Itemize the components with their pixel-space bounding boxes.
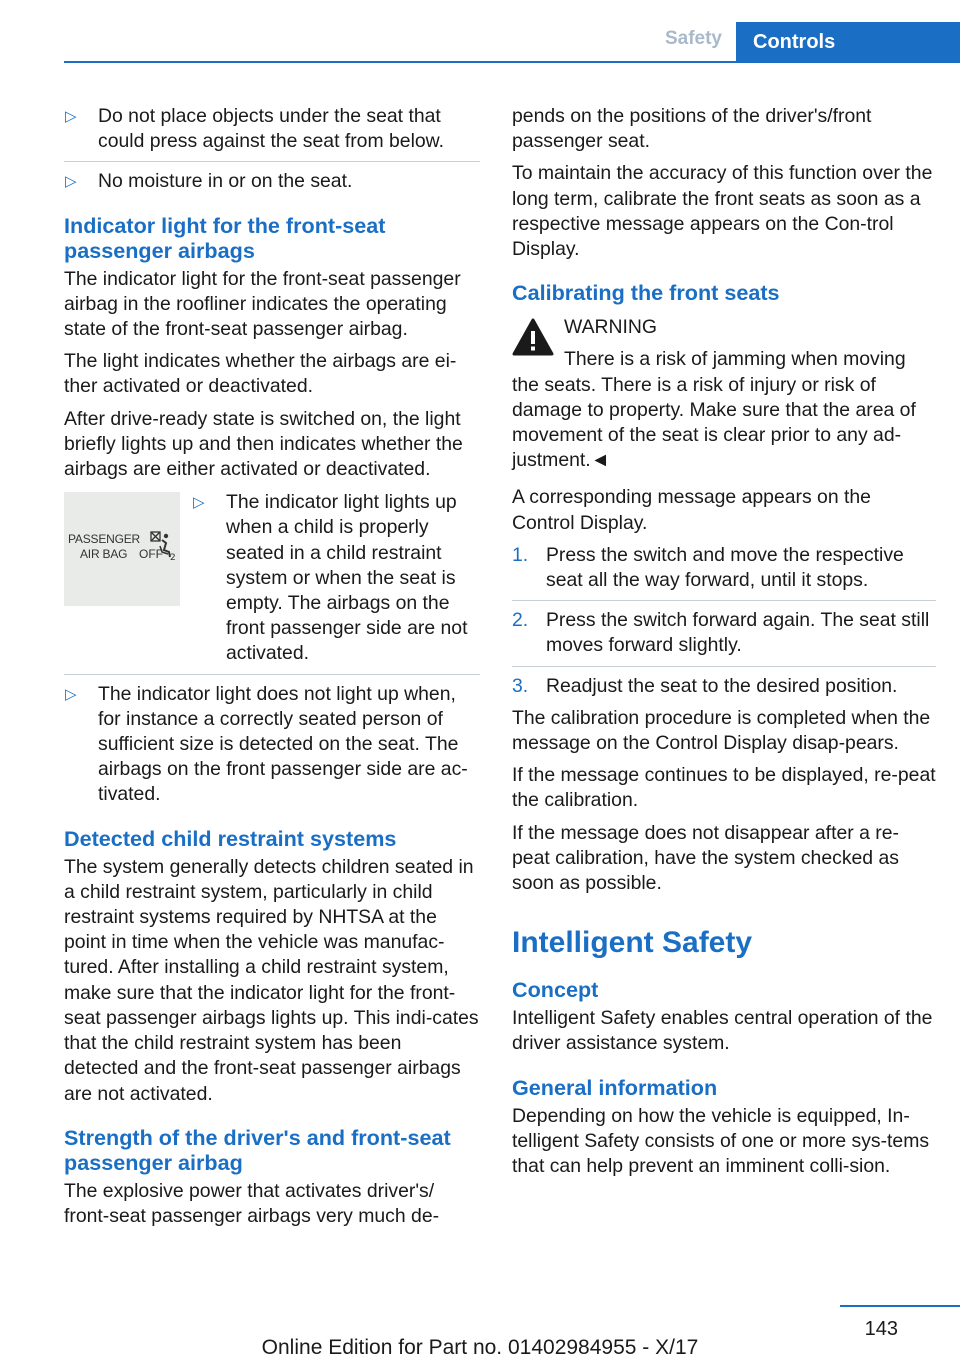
page-number: 143 bbox=[864, 1318, 898, 1340]
indicator-label-line2: AIR BAG bbox=[80, 547, 128, 562]
header-chapter-tab: Controls bbox=[736, 22, 960, 61]
paragraph: A corresponding message appears on the Control Display. bbox=[512, 486, 871, 534]
step-item: 1. Press the switch and move the respective seat all the way forward, until it stops. bbox=[512, 543, 904, 592]
warning-triangle-icon bbox=[512, 317, 554, 357]
header-rule bbox=[64, 61, 960, 63]
svg-text:2: 2 bbox=[170, 553, 176, 563]
divider bbox=[64, 161, 480, 162]
step-number: 2. bbox=[512, 609, 529, 632]
heading-detected-child-restraint: Detected child restraint systems bbox=[64, 825, 397, 851]
triangle-bullet-icon: ▷ bbox=[65, 173, 77, 191]
divider bbox=[512, 666, 936, 667]
warning-block bbox=[512, 315, 936, 473]
heading-concept: Concept bbox=[512, 977, 599, 1003]
paragraph: pends on the positions of the driver's/front passenger seat. bbox=[512, 105, 872, 153]
paragraph: Intelligent Safety enables central operation of the driver assistance system. bbox=[512, 1007, 933, 1055]
heading-indicator-light: Indicator light for the front-seat passenger airbags bbox=[64, 212, 386, 263]
paragraph: The light indicates whether the airbags are ei‐ther activated or deactivated. bbox=[64, 350, 457, 398]
paragraph: The explosive power that activates driver's/ front-seat passenger airbags very much de‐ bbox=[64, 1179, 440, 1227]
step-item: 3. Readjust the seat to the desired position. bbox=[512, 674, 936, 699]
indicator-label-line1: PASSENGER bbox=[68, 532, 140, 547]
step-item: 2. Press the switch forward again. The seat still moves forward slightly. bbox=[512, 609, 930, 657]
warning-text: There is a risk of jamming when moving the seats. There is a risk of injury or risk of damage to property. Make sure that the area of movement of the seat is clear prior to any ad‐justment.◄ bbox=[512, 348, 916, 472]
left-column bbox=[64, 104, 480, 1236]
divider bbox=[512, 600, 936, 601]
bullet-item: ▷ Do not place objects under the seat that could press against the seat from below. bbox=[65, 105, 444, 153]
heading-calibrating-seats: Calibrating the front seats bbox=[512, 280, 780, 306]
paragraph: Depending on how the vehicle is equipped, In‐telligent Safety consists of one or more sys‐tems that can help prevent an imminent colli‐sion. bbox=[512, 1104, 930, 1178]
paragraph: To maintain the accuracy of this function over the long term, calibrate the front seats as soon as a respective message appears on the Con‐trol Display. bbox=[512, 162, 933, 261]
indicator-label-off: OFF bbox=[139, 547, 163, 562]
step-number: 1. bbox=[512, 543, 529, 566]
warning-label: WARNING bbox=[564, 316, 657, 339]
right-column bbox=[512, 104, 936, 1186]
heading-airbag-strength: Strength of the driver's and front-seat passenger airbag bbox=[64, 1124, 451, 1175]
bullet-item: ▷ The indicator light does not light up when, for instance a correctly seated person of sufficient size is detected on the seat. The airbags on the front passenger side are ac‐tivated. bbox=[65, 682, 468, 806]
triangle-bullet-icon: ▷ bbox=[193, 494, 205, 512]
indicator-block bbox=[64, 490, 480, 666]
heading-intelligent-safety: Intelligent Safety bbox=[512, 926, 753, 960]
page-header bbox=[0, 0, 960, 64]
child-seat-crossed-airbag-icon bbox=[148, 530, 176, 562]
heading-general-information: General information bbox=[512, 1074, 718, 1100]
paragraph: The calibration procedure is completed when the message on the Control Display disap‐pears. bbox=[512, 706, 931, 755]
paragraph: If the message does not disappear after a re‐peat calibration, have the system checked as soon as possible. bbox=[512, 821, 899, 895]
bullet-item: ▷ The indicator light lights up when a child is properly seated in a child restraint system or when the seat is empty. The airbags on the front passenger side are not activated. bbox=[193, 491, 468, 665]
footer-rule bbox=[840, 1305, 960, 1307]
paragraph: The system generally detects children seated in a child restraint system, particularly in child restraint systems required by NHTSA at the point in time when the vehicle was manufac‐tured. After installing a child restraint system, make sure that the indicator light for the front-seat passenger airbags lights up. This indi‐cates that the child restraint system has been detected and the front-seat passenger airbags are not activated. bbox=[64, 855, 479, 1105]
paragraph: The indicator light for the front-seat passenger airbag in the roofliner indicates the operating state of the front-seat passenger airbag. bbox=[64, 267, 461, 341]
paragraph: If the message continues to be displayed, re‐peat the calibration. bbox=[512, 764, 936, 812]
passenger-airbag-off-indicator-image bbox=[64, 492, 180, 606]
header-section-label: Safety bbox=[664, 28, 722, 49]
paragraph: After drive-ready state is switched on, the light briefly lights up and then indicates whether the airbags are either activated or deactivated. bbox=[64, 407, 463, 481]
edition-line: Online Edition for Part no. 01402984955 - X/17 bbox=[261, 1336, 699, 1359]
step-number: 3. bbox=[512, 674, 529, 697]
bullet-item: ▷ No moisture in or on the seat. bbox=[64, 169, 480, 194]
triangle-bullet-icon: ▷ bbox=[65, 108, 77, 125]
triangle-bullet-icon: ▷ bbox=[65, 685, 77, 703]
divider bbox=[64, 674, 480, 675]
